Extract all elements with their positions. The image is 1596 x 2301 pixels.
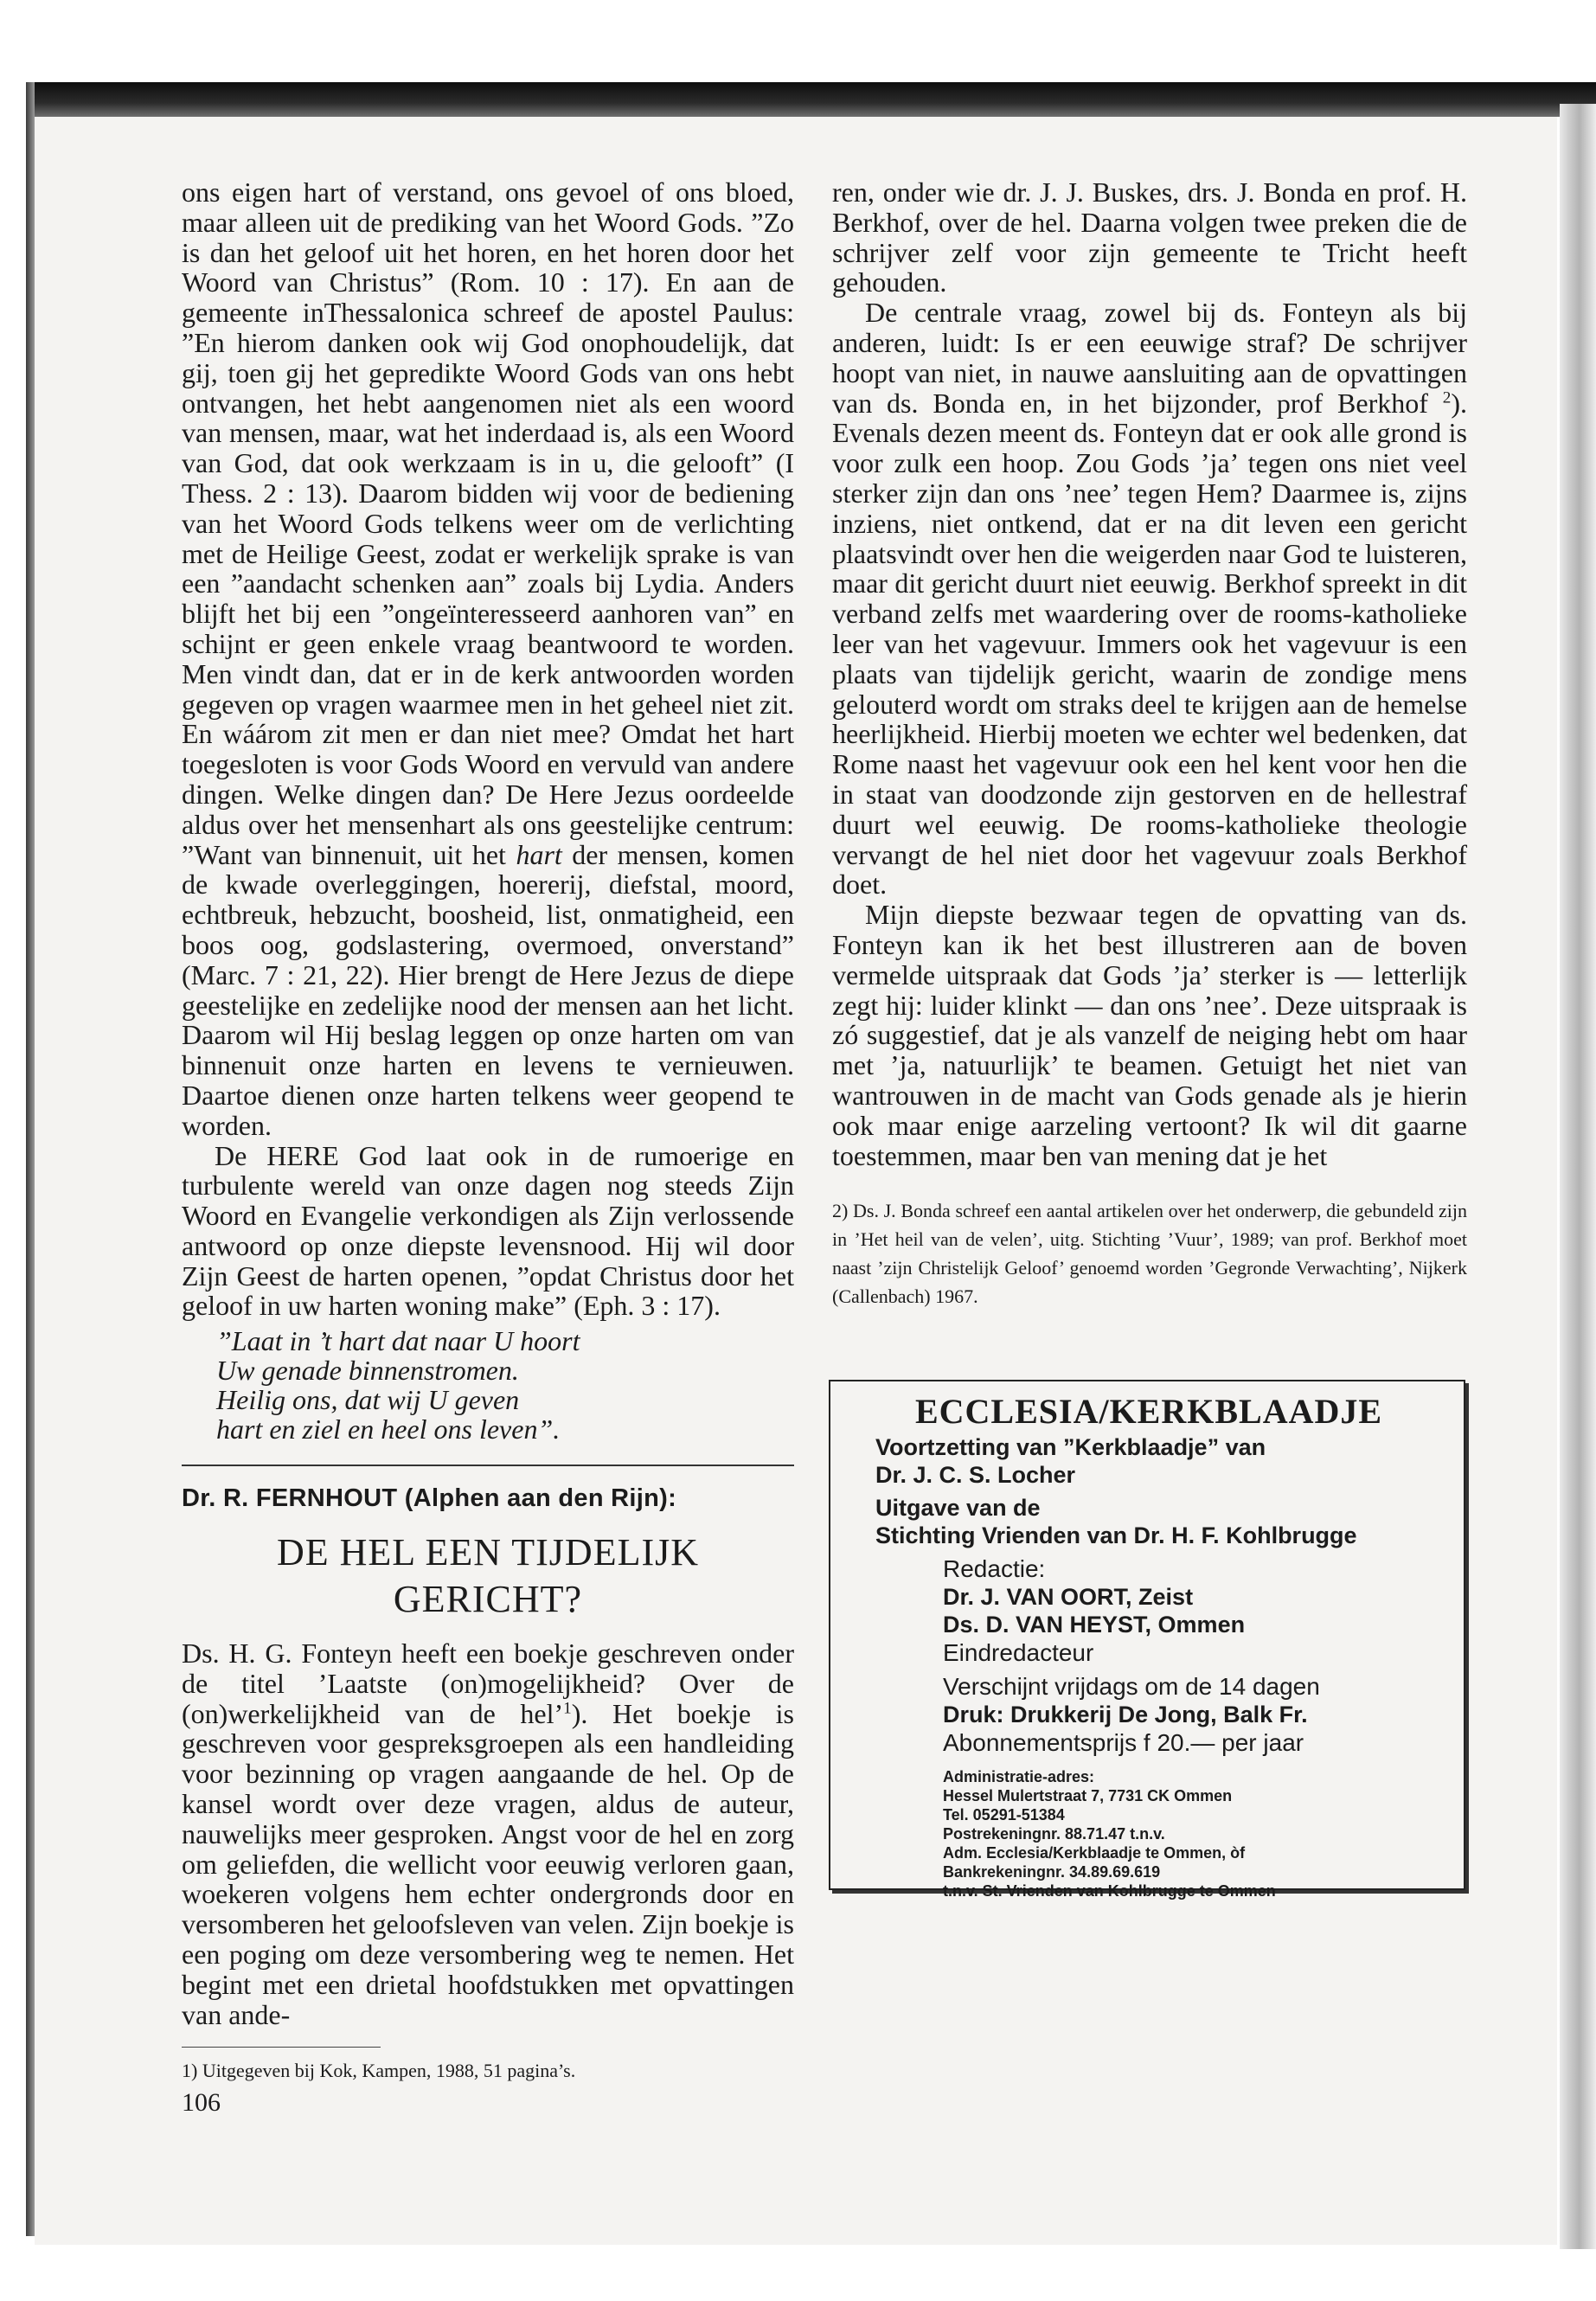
right-column bbox=[832, 177, 1467, 1311]
editorial-label: Redactie: bbox=[943, 1555, 1046, 1582]
final-editor-label: Eindredacteur bbox=[943, 1639, 1094, 1666]
footnote-1: 1) Uitgegeven bij Kok, Kampen, 1988, 51 pagina’s. bbox=[182, 2060, 576, 2082]
scan-top-edge bbox=[26, 82, 1596, 117]
scan-left-edge bbox=[26, 82, 35, 2236]
masthead-publisher: Stichting Vrienden van Dr. H. F. Kohlbrugge bbox=[875, 1522, 1357, 1548]
footnote-divider bbox=[182, 2047, 381, 2048]
left-paragraph-1: ons eigen hart of verstand, ons gevoel of ons bloed, maar alleen uit de prediking van het Woord Gods. ”Zo is dan het geloof uit het horen, en het horen door het Woord van Christus” (Rom. 10 : 17). En aan de gemeente inThessalonica schreef de apostel Paulus: ”En hierom danken ook wij God onophoudelijk, dat gij, toen gij het gepredikte Woord Gods van ons hebt ontvangen, het hebt aangenomen niet als een woord van mensen, maar, wat het inderdaad is, als een Woord van God, dat ook werkzaam is in u, die gelooft” (I Thess. 2 : 13). Daarom bidden wij voor de bediening van het Woord Gods telkens weer om de verlichting met de Heilige Geest, zodat er werkelijk sprake is van een ”aandacht schenken aan” zoals bij Lydia. Anders blijft het bij een ”ongeïnteresseerd aanhoren van” en schijnt er geen enkele vraag beantwoord te worden. Men vindt dan, dat er in de kerk antwoorden worden gegeven op vragen waarmee men in het geheel niet zit. En wáárom zit men er dan niet mee? Omdat het hart toegesloten is voor Gods Woord en vervuld van andere dingen. Welke dingen dan? De Here Jezus oordeelde aldus over het mensenhart als ons geestelijke centrum: ”Want van binnenuit, uit het hart der mensen, komen de kwade overleggingen, hoererij, diefstal, moord, echtbreuk, hebzucht, boosheid, list, onmatigheid, een boos oog, godslastering, overmoed, onverstand” (Marc. 7 : 21, 22). Hier brengt de Here Jezus de diepe geestelijke en zedelijke nood der mensen aan het licht. Daarom wil Hij beslag leggen op onze harten om van binnenuit onze harten en levens te vernieuwen. Daartoe dienen onze harten telkens weer geopend te worden. bbox=[182, 176, 795, 1141]
page-number: 106 bbox=[182, 2088, 221, 2118]
right-paragraph-2: De centrale vraag, zowel bij ds. Fonteyn als bij anderen, luidt: Is er een eeuwige straf? De schrijver hoopt van niet, in nauwe aansluiting aan de opvattingen van ds. Bonda en, in het bijzonder, prof Berkhof $^2$). Evenals dezen meent ds. Fonteyn dat er ook alle grond is voor zulk een hoop. Zou Gods ’ja’ tegen ons niet veel sterker zijn dan ons ’nee’ tegen Hem? Daarmee is, zijns inziens, niet ontkend, dat er na dit leven een gericht plaatsvindt over hen die weigerden naar God te luisteren, maar dit gericht duurt niet eeuwig. Berkhof spreekt in dit verband zelfs met waardering over de rooms-katholieke leer van het vagevuur. Immers ook het vagevuur is een plaats van tijdelijk gericht, waarin de zondige mens gelouterd wordt om straks deel te krijgen aan de hemelse heerlijkheid. Hierbij moeten we echter wel bedenken, dat Rome naast het vagevuur ook een hel kent voor hen die in staat van doodzonde zijn gestorven en de hellestraf duurt wel eeuwig. De rooms-katholieke theologie vervangt de hel niet door het vagevuur zoals Berkhof doet. bbox=[832, 297, 1468, 901]
left-paragraph-2: De HERE God laat ook in de rumoerige en turbulente wereld van onze dagen nog steeds Zijn Woord en Evangelie verkondigen als Zijn verlossende antwoord op onze diepste levensnood. Hij wil door Zijn Geest de harten openen, ”opdat Christus door het geloof in uw harten woning make” (Eph. 3 : 17). bbox=[182, 1139, 794, 1322]
publication-frequency: Verschijnt vrijdags om de 14 dagen bbox=[943, 1673, 1320, 1700]
masthead-publisher-label: Uitgave van de bbox=[875, 1495, 1041, 1521]
left-paragraph-3: Ds. H. G. Fonteyn heeft een boekje geschreven onder de titel ’Laatste (on)mogelijkheid? Over de (on)werkelijkheid van de hel’$^1$). Het boekje is geschreven voor gespreksgroepen als een handleiding voor bezinning op vragen aangaande de hel. Op de kansel wordt over deze vragen, aldus de auteur, nauwelijks meer gesproken. Angst voor de hel en zorg om geliefden, die wellicht voor eeuwig verloren gaan, woekeren volgens hem echter ondergronds door en versomberen het geloofsleven van velen. Zijn boekje is een poging om deze versombering weg te nemen. Het begint met een drietal hoofdstukken met opvattingen van ande- bbox=[182, 1638, 794, 2030]
masthead-continuation-2: Dr. J. C. S. Locher bbox=[875, 1462, 1076, 1488]
masthead-title: ECCLESIA/KERKBLAADJE bbox=[914, 1392, 1383, 1431]
article-author: Dr. R. FERNHOUT (Alphen aan den Rijn): bbox=[182, 1484, 677, 1513]
masthead-continuation: Voortzetting van ”Kerkblaadje” van bbox=[875, 1434, 1266, 1460]
right-paragraph-1: ren, onder wie dr. J. J. Buskes, drs. J. Bonda en prof. H. Berkhof, over de hel. Daarna volgen twee preken die de schrijver zelf voor zijn gemeente te Tricht heeft gehouden. bbox=[832, 176, 1467, 298]
article-title: DE HEL EEN TIJDELIJK GERICHT? bbox=[276, 1531, 699, 1621]
footnote-2: 2) Ds. J. Bonda schreef een aantal artikelen over het onderwerp, die gebundeld zijn in ’Het heil van de velen’, uitg. Stichting ’Vuur’, 1989; van prof. Berkhof moet naast ’zijn Christelijk Geloof’ genoemd worden ’Gegronde Verwachting’, Nijkerk (Callenbach) 1967. bbox=[832, 1200, 1467, 1308]
poem-line: hart en ziel en heel ons leven”. bbox=[216, 1413, 561, 1445]
scan-right-edge bbox=[1560, 104, 1596, 2249]
right-paragraph-3: Mijn diepste bezwaar tegen de opvatting van ds. Fonteyn kan ik het best illustreren aan de boven vermelde uitspraak dat Gods ’ja’ sterker is — letterlijk zegt hij: luider klinkt — dan ons ’nee’. Deze uitspraak is zó suggestief, dat je als vanzelf de neiging hebt om haar met ’ja, natuurlijk’ te beamen. Getuigt het niet van wantrouwen in de macht van Gods genade als je hierin ook maar enige aarzeling vertoont? Ik wil dit gaarne toestemmen, maar ben van mening dat je het bbox=[832, 899, 1467, 1171]
poem-line: ”Laat in ’t hart dat naar U hoort bbox=[216, 1325, 580, 1357]
masthead-box bbox=[829, 1380, 1465, 1900]
editor-1: Dr. J. VAN OORT, Zeist bbox=[943, 1584, 1194, 1610]
left-column bbox=[182, 177, 794, 2118]
poem-quote bbox=[216, 1326, 794, 1444]
administration-address: Administratie-adres: Hessel Mulertstraat 7, 7731 CK Ommen Tel. 05291-51384 Postrekeningnr. 88.71.47 t.n.v. Adm. Ecclesia/Kerkblaadje te Ommen, òf Bankrekeningnr. 34.89.69.619 t.n.v. St. Vrienden van Kohlbrugge te Ommen bbox=[943, 1768, 1276, 1900]
subscription-price: Abonnementsprijs f 20.— per jaar bbox=[943, 1729, 1304, 1756]
printer: Druk: Drukkerij De Jong, Balk Fr. bbox=[943, 1702, 1308, 1727]
italic-hart: hart bbox=[516, 838, 562, 870]
editor-2: Ds. D. VAN HEYST, Ommen bbox=[943, 1612, 1246, 1638]
section-divider bbox=[182, 1465, 794, 1466]
poem-line: Uw genade binnenstromen. bbox=[216, 1355, 519, 1387]
masthead-editors bbox=[943, 1554, 1448, 1900]
poem-line: Heilig ons, dat wij U geven bbox=[216, 1384, 520, 1416]
